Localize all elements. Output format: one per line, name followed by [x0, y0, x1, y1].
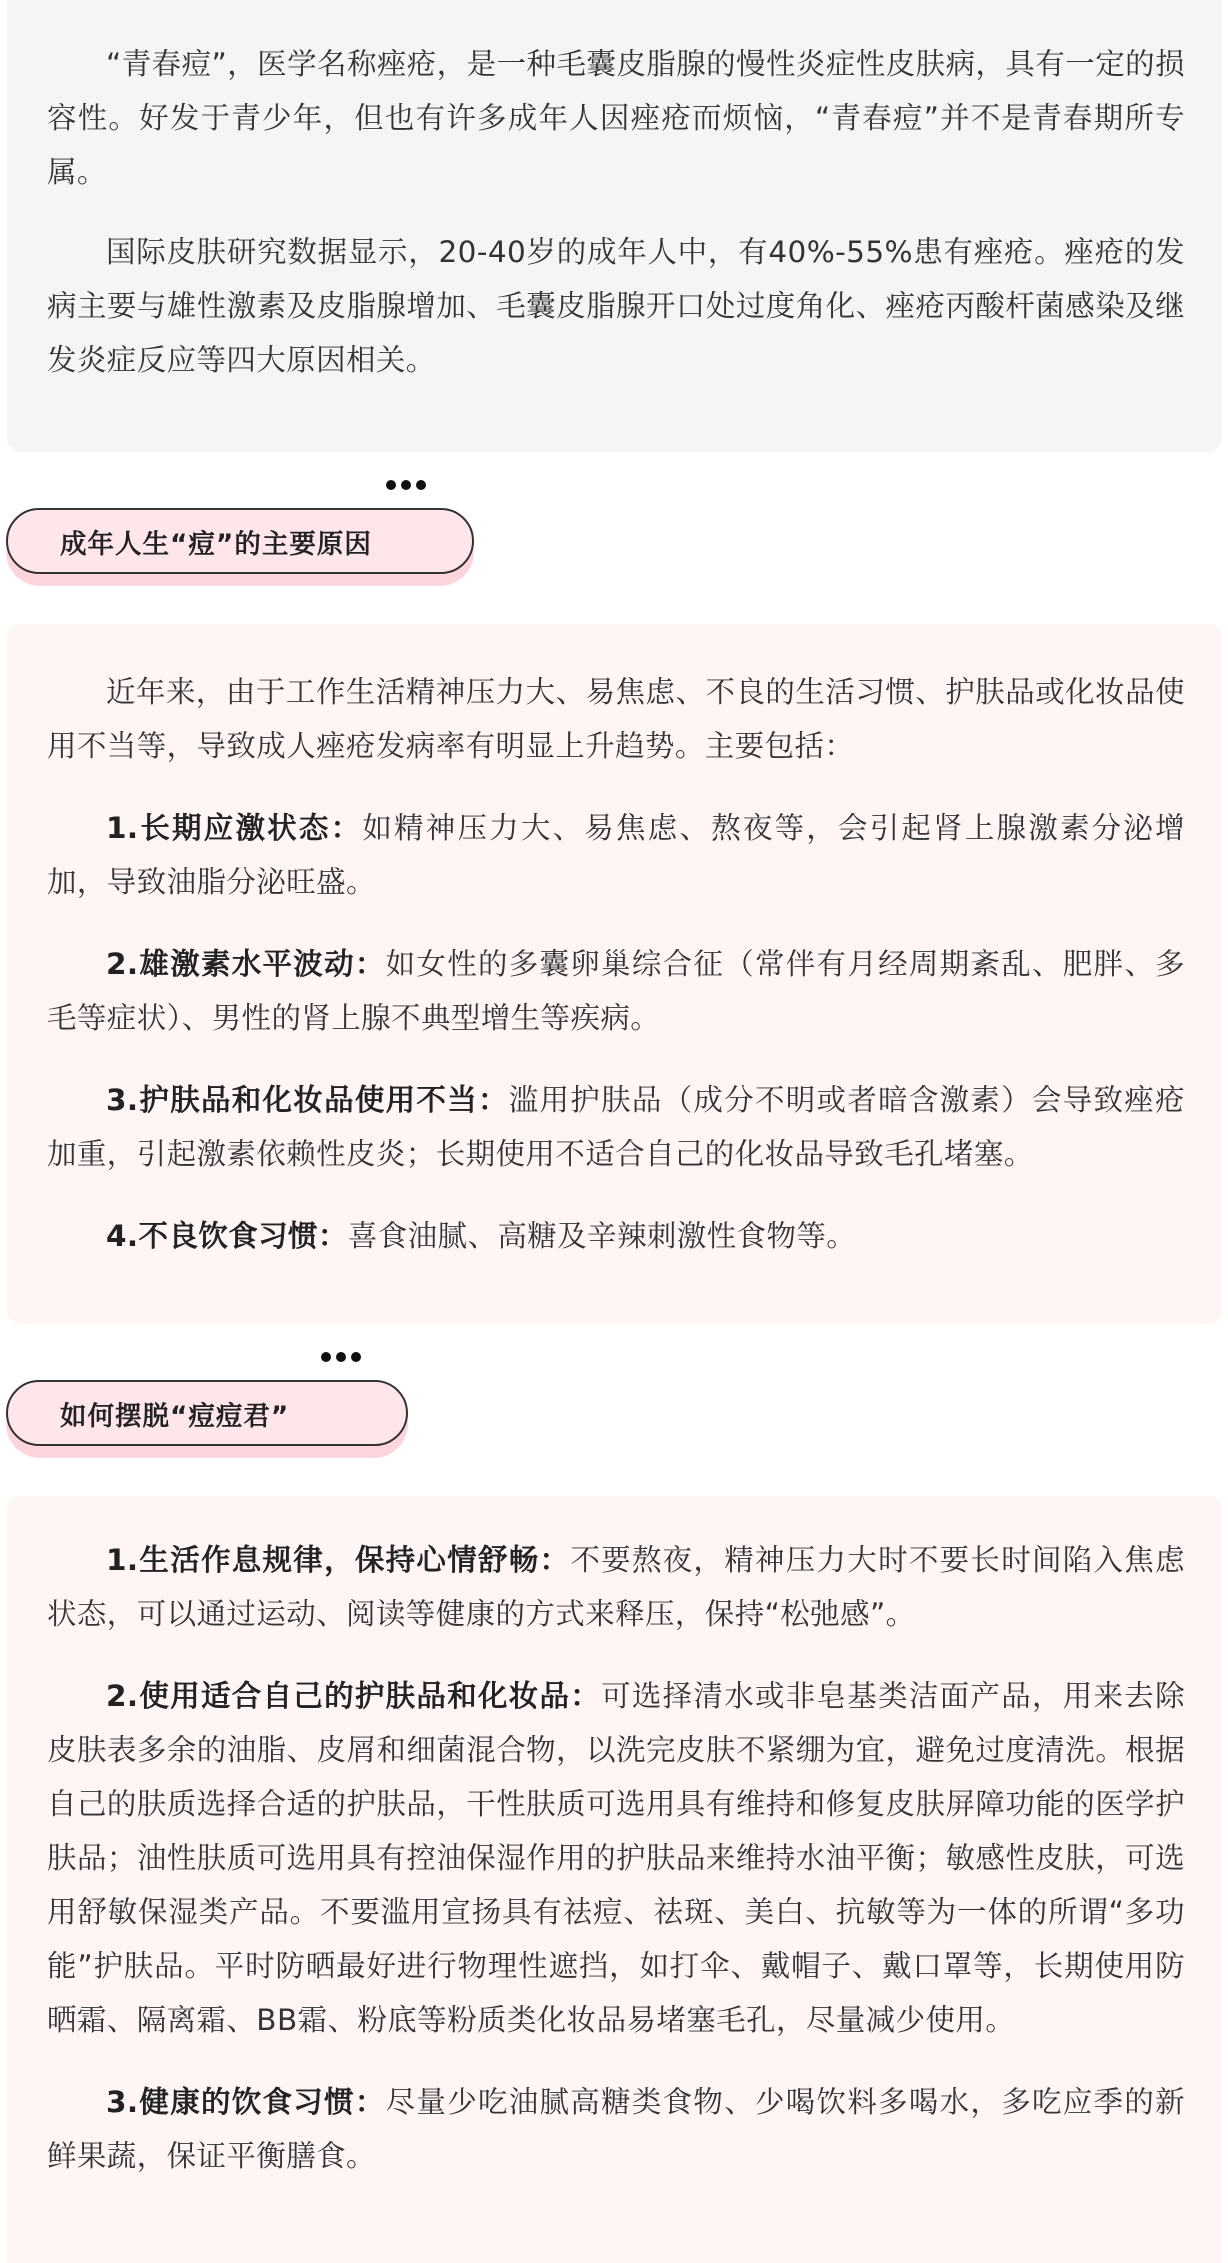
remedy-item: [47, 2075, 1185, 2183]
cause-item: [47, 937, 1185, 1045]
remedy-item-text: 不要熬夜，精神压力大时不要长时间陷入焦虑状态，可以通过运动、阅读等健康的方式来释压，保持“松弛感”。: [47, 1543, 1185, 1631]
causes-intro: 近年来，由于工作生活精神压力大、易焦虑、不良的生活习惯、护肤品或化妆品使用不当等，导致成人痤疮发病率有明显上升趋势。主要包括：: [47, 675, 1185, 763]
cause-item: [47, 1209, 1185, 1263]
intro-paragraph-2: 国际皮肤研究数据显示，20-40岁的成年人中，有40%-55%患有痤疮。痤疮的发病主要与雄性激素及皮脂腺增加、毛囊皮脂腺开口处过度角化、痤疮丙酸杆菌感染及继发炎症反应等四大原因相关。: [47, 235, 1185, 377]
cause-item: [47, 801, 1185, 909]
cause-item-text: 如精神压力大、易焦虑、熬夜等，会引起肾上腺激素分泌增加，导致油脂分泌旺盛。: [47, 811, 1185, 899]
cause-item-text: 如女性的多囊卵巢综合征（常伴有月经周期紊乱、肥胖、多毛等症状）、男性的肾上腺不典型增生等疾病。: [47, 947, 1185, 1035]
remedy-item-text: 尽量少吃油腻高糖类食物、少喝饮料多喝水，多吃应季的新鲜果蔬，保证平衡膳食。: [47, 2085, 1185, 2173]
remedy-item: [47, 1533, 1185, 1641]
remedy-item-label: 1.生活作息规律，保持心情舒畅：: [106, 1543, 571, 1577]
section-title: 如何摆脱“痘痘君”: [6, 1380, 408, 1446]
cause-item-label: 1.长期应激状态：: [106, 811, 363, 845]
section-title: 成年人生“痘”的主要原因: [6, 508, 474, 574]
remedy-item-text: 可选择清水或非皂基类洁面产品，用来去除皮肤表多余的油脂、皮屑和细菌混合物，以洗完皮肤不紧绷为宜，避免过度清洗。根据自己的肤质选择合适的护肤品，干性肤质可选用具有维持和修复皮肤屏障功能的医学护肤品；油性肤质可选用具有控油保湿作用的护肤品来维持水油平衡；敏感性皮肤，可选用舒敏保湿类产品。不要滥用宣扬具有祛痘、祛斑、美白、抗敏等为一体的所谓“多功能”护肤品。平时防晒最好进行物理性遮挡，如打伞、戴帽子、戴口罩等，长期使用防晒霜、隔离霜、BB霜、粉底等粉质类化妆品易堵塞毛孔，尽量减少使用。: [47, 1679, 1185, 2037]
intro-card: [7, 0, 1222, 452]
intro-paragraph-1: “青春痘”，医学名称痤疮，是一种毛囊皮脂腺的慢性炎症性皮肤病，具有一定的损容性。好发于青少年，但也有许多成年人因痤疮而烦恼，“青春痘”并不是青春期所专属。: [47, 47, 1185, 189]
remedy-item-label: 3.健康的饮食习惯：: [106, 2085, 386, 2119]
causes-card: [7, 624, 1222, 1324]
remedy-item-label: 2.使用适合自己的护肤品和化妆品：: [106, 1679, 602, 1713]
cause-item-text: 喜食油腻、高糖及辛辣刺激性食物等。: [347, 1219, 857, 1253]
cause-item-label: 2.雄激素水平波动：: [106, 947, 386, 981]
cause-item-label: 3.护肤品和化妆品使用不当：: [106, 1083, 509, 1117]
cause-item-label: 4.不良饮食习惯：: [106, 1219, 348, 1253]
ellipsis-dots-icon: [386, 480, 426, 490]
remedies-card: [7, 1496, 1222, 2263]
remedy-item: [47, 1669, 1185, 2047]
ellipsis-dots-icon: [321, 1352, 361, 1362]
cause-item: [47, 1073, 1185, 1181]
cause-item-text: 滥用护肤品（成分不明或者暗含激素）会导致痤疮加重，引起激素依赖性皮炎；长期使用不适合自己的化妆品导致毛孔堵塞。: [47, 1083, 1185, 1171]
